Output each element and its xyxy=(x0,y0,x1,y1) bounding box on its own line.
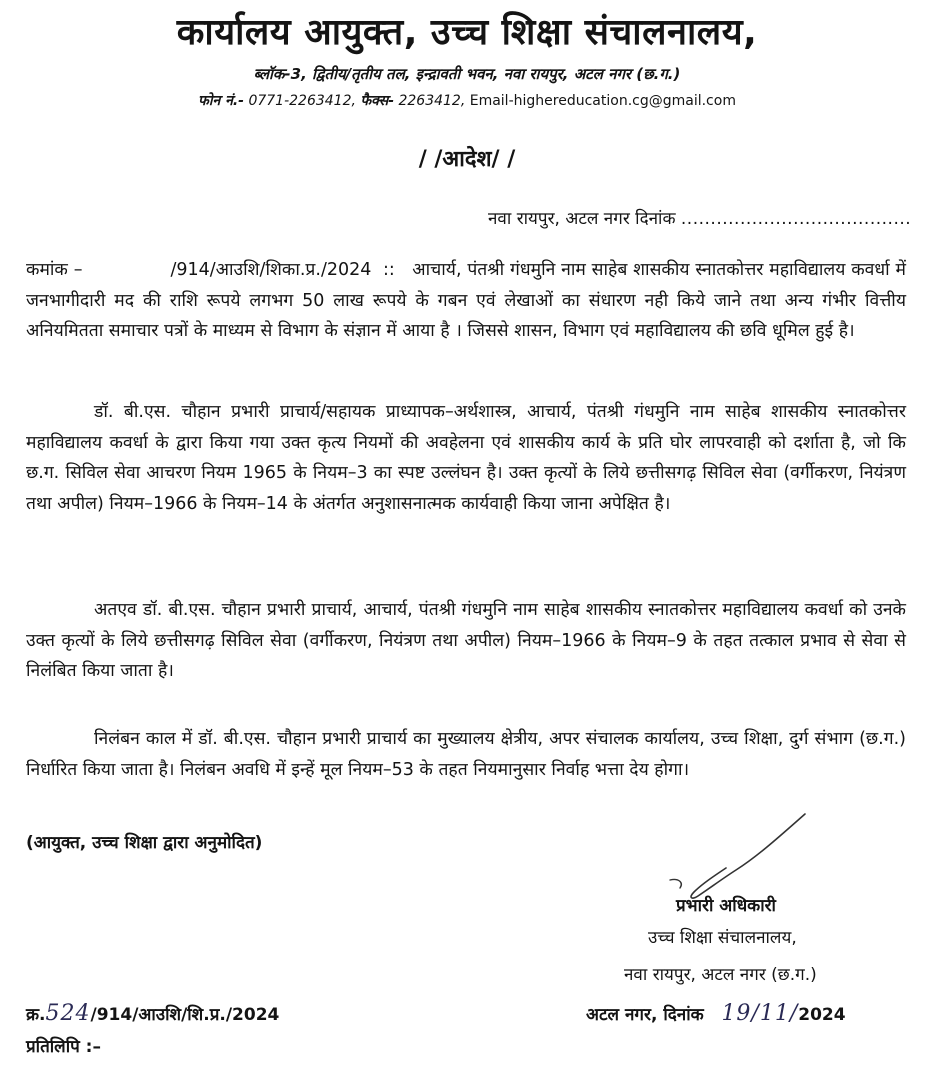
signatory-department: उच्च शिक्षा संचालनालय, xyxy=(648,928,797,948)
order-heading: / /आदेश/ / xyxy=(418,147,516,172)
copy-to-label: प्रतिलिपि :– xyxy=(26,1037,101,1057)
place-date-label: नवा रायपुर, अटल नगर दिनांक xyxy=(488,209,676,229)
footer-ref-handwritten: 524 xyxy=(45,1001,91,1026)
footer-date xyxy=(586,1001,846,1026)
footer-date-label: अटल नगर, दिनांक xyxy=(586,1005,704,1025)
fax-label: फैक्स- xyxy=(360,93,395,109)
paragraph-4: निलंबन काल में डॉ. बी.एस. चौहान प्रभारी प्राचार्य का मुख्यालय क्षेत्रीय, अपर संचालक कार्यालय, उच्च शिक्षा, दुर्ग संभाग (छ.ग.) निर्धारित किया जाता है। निलंबन अवधि में इन्हें मूल नियम–53 के तहत नियमानुसार निर्वाह भत्ता देय होगा। xyxy=(26,729,906,780)
ref-separator: :: xyxy=(383,260,395,280)
place-date-line xyxy=(488,206,911,229)
email-address: highereducation.cg@gmail.com xyxy=(513,93,736,109)
footer-date-handwritten: 19/11/ xyxy=(721,1001,799,1026)
footer-date-year: 2024 xyxy=(798,1005,846,1025)
paragraph-3: अतएव डॉ. बी.एस. चौहान प्रभारी प्राचार्य, आचार्य, पंतश्री गंधमुनि नाम साहेब शासकीय स्नातकोत्तर महाविद्यालय कवर्धा को उनके उक्त कृत्यों के लिये छत्तीसगढ़ सिविल सेवा (वर्गीकरण, नियंत्रण तथा अपील) नियम–1966 के नियम–9 के तहत तत्काल प्रभाव से सेवा से निलंबित किया जाता है। xyxy=(26,600,906,681)
footer-ref-suffix: /914/आउशि/शि.प्र./2024 xyxy=(90,1005,280,1025)
office-address: ब्लॉक-3, द्वितीय/तृतीय तल, इन्द्रावती भवन, नवा रायपुर, अटल नगर (छ.ग.) xyxy=(253,65,681,83)
footer-ref-prefix: क्र. xyxy=(26,1005,46,1025)
contact-line xyxy=(0,91,934,110)
signature-mark xyxy=(640,808,810,903)
office-title: कार्यालय आयुक्त, उच्च शिक्षा संचालनालय, xyxy=(176,12,758,53)
ref-label: कमांक – xyxy=(26,260,83,280)
phone-label: फोन नं.- xyxy=(198,93,244,109)
approval-note: (आयुक्त, उच्च शिक्षा द्वारा अनुमोदित) xyxy=(26,833,263,853)
paragraph-1-text: आचार्य, पंतश्री गंधमुनि नाम साहेब शासकीय स्नातकोत्तर महाविद्यालय कवर्धा में जनभागीदारी मद की राशि रूपये लगभग 50 लाख रूपये के गबन एवं लेखाओं का संधारण नही किये जाने तथा अन्य गंभीर वित्तीय अनियमितता समाचार पत्रों के माध्यम से विभाग के संज्ञान में आया है । जिससे शासन, विभाग एवं महाविद्यालय की छवि धूमिल हुई है। xyxy=(26,260,906,341)
paragraph-2: डॉ. बी.एस. चौहान प्रभारी प्राचार्य/सहायक प्राध्यापक–अर्थशास्त्र, आचार्य, पंतश्री गंधमुनि नाम साहेब शासकीय स्नातकोत्तर महाविद्यालय कवर्धा के द्वारा किया गया उक्त कृत्य नियमों की अवहेलना एवं शासकीय कार्य के प्रति घोर लापरवाही को दर्शाता है, जो कि छ.ग. सिविल सेवा आचरण नियम 1965 के नियम–3 का स्पष्ट उल्लंघन है। उक्त कृत्यों के लिये छत्तीसगढ़ सिविल सेवा (वर्गीकरण, नियंत्रण तथा अपील) नियम–1966 के नियम–14 के अंतर्गत अनुशासनात्मक कार्यवाही किया जाना अपेक्षित है। xyxy=(26,402,906,514)
signatory-title: प्रभारी अधिकारी xyxy=(676,896,776,916)
fax-number: 2263412, xyxy=(398,93,466,109)
date-blank: ....................................... xyxy=(680,209,912,229)
footer-reference xyxy=(26,1001,279,1026)
ref-number: /914/आउशि/शिका.प्र./2024 xyxy=(170,260,372,280)
paragraph-1 xyxy=(26,255,906,347)
phone-number: 0771-2263412, xyxy=(248,93,356,109)
signatory-place: नवा रायपुर, अटल नगर (छ.ग.) xyxy=(624,965,817,985)
email-label: Email- xyxy=(469,93,514,109)
